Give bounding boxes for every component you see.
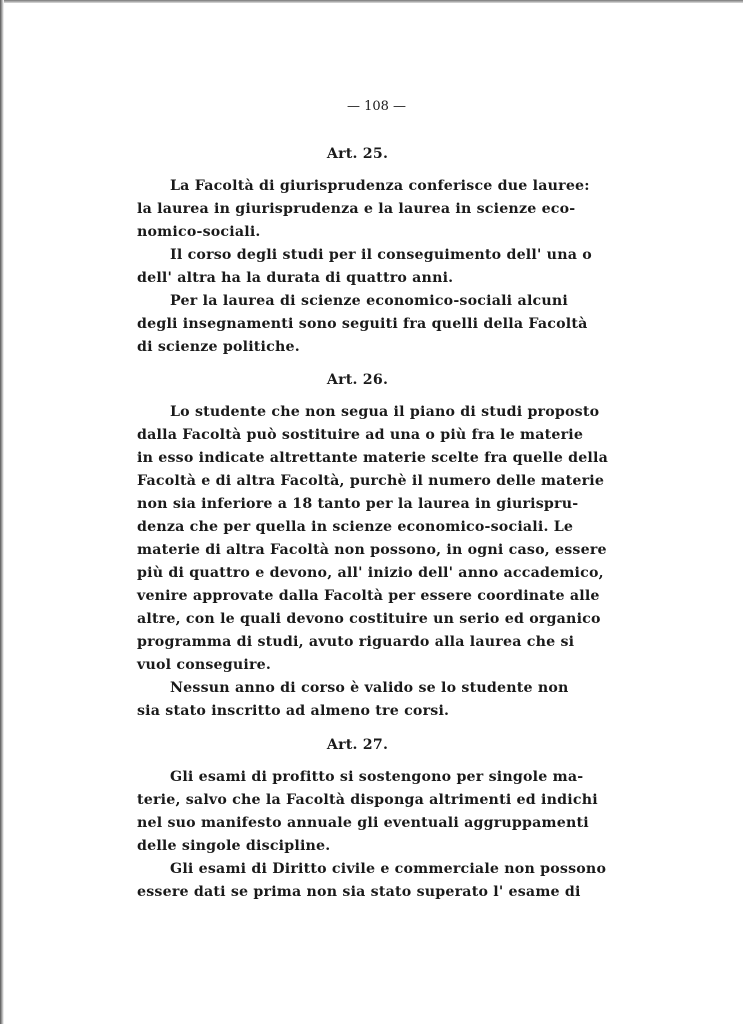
text-line: dalla Facoltà può sostituire ad una o più fra le materie: [137, 427, 584, 443]
text-line: essere dati se prima non sia stato superato l' esame di: [137, 884, 581, 900]
text-line: delle singole discipline.: [137, 838, 331, 854]
text-line: non sia inferiore a 18 tanto per la laurea in giurispru-: [137, 496, 579, 512]
text-line: Il corso degli studi per il conseguimento dell' una o: [170, 247, 592, 263]
text-line: vuol conseguire.: [137, 657, 272, 673]
text-line: La Facoltà di giurisprudenza conferisce due lauree:: [170, 178, 590, 194]
paragraph: [137, 766, 598, 858]
text-line: nomico-sociali.: [137, 224, 261, 240]
paragraph: [137, 677, 568, 723]
article-heading: Art. 26.: [326, 372, 389, 388]
article-26: [137, 369, 608, 723]
text-line: nel suo manifesto annuale gli eventuali aggruppamenti: [137, 815, 589, 831]
text-line: Gli esami di Diritto civile e commerciale non possono: [170, 861, 607, 877]
text-line: degli insegnamenti sono seguiti fra quelli della Facoltà: [137, 316, 588, 332]
text-line: programma di studi, avuto riguardo alla laurea che si: [137, 634, 575, 650]
text-line: Nessun anno di corso è valido se lo studente non: [170, 680, 569, 696]
article-25: [137, 143, 592, 359]
article-heading: Art. 25.: [326, 146, 389, 162]
text-line: denza che per quella in scienze economico-sociali. Le: [137, 519, 574, 535]
scan-left-edge: [0, 0, 4, 1024]
article-27: [137, 734, 607, 904]
text-line: in esso indicate altrettante materie scelte fra quelle della: [137, 450, 608, 466]
text-line: Lo studente che non segua il piano di studi proposto: [170, 404, 600, 420]
text-line: la laurea in giurisprudenza e la laurea in scienze eco-: [137, 201, 576, 217]
text-line: dell' altra ha la durata di quattro anni.: [137, 270, 454, 286]
text-line: altre, con le quali devono costituire un serio ed organico: [137, 611, 601, 627]
text-line: sia stato inscritto ad almeno tre corsi.: [137, 703, 450, 719]
text-line: materie di altra Facoltà non possono, in ogni caso, essere: [137, 542, 607, 558]
scan-top-edge: [0, 0, 743, 3]
text-line: venire approvate dalla Facoltà per essere coordinate alle: [137, 588, 600, 604]
page-number: — 108 —: [346, 99, 407, 114]
text-line: Gli esami di profitto si sostengono per singole ma-: [170, 769, 584, 785]
text-line: Facoltà e di altra Facoltà, purchè il numero delle materie: [137, 473, 605, 489]
article-heading: Art. 27.: [326, 737, 389, 753]
paragraph: [137, 858, 607, 904]
paragraph: [137, 244, 592, 290]
text-line: Per la laurea di scienze economico-sociali alcuni: [170, 293, 568, 309]
paragraph: [137, 401, 608, 677]
paragraph: [137, 290, 588, 359]
text-line: più di quattro e devono, all' inizio dell' anno accademico,: [137, 565, 604, 581]
text-line: di scienze politiche.: [137, 339, 300, 355]
text-line: terie, salvo che la Facoltà disponga altrimenti ed indichi: [137, 792, 598, 808]
paragraph: [137, 175, 590, 244]
